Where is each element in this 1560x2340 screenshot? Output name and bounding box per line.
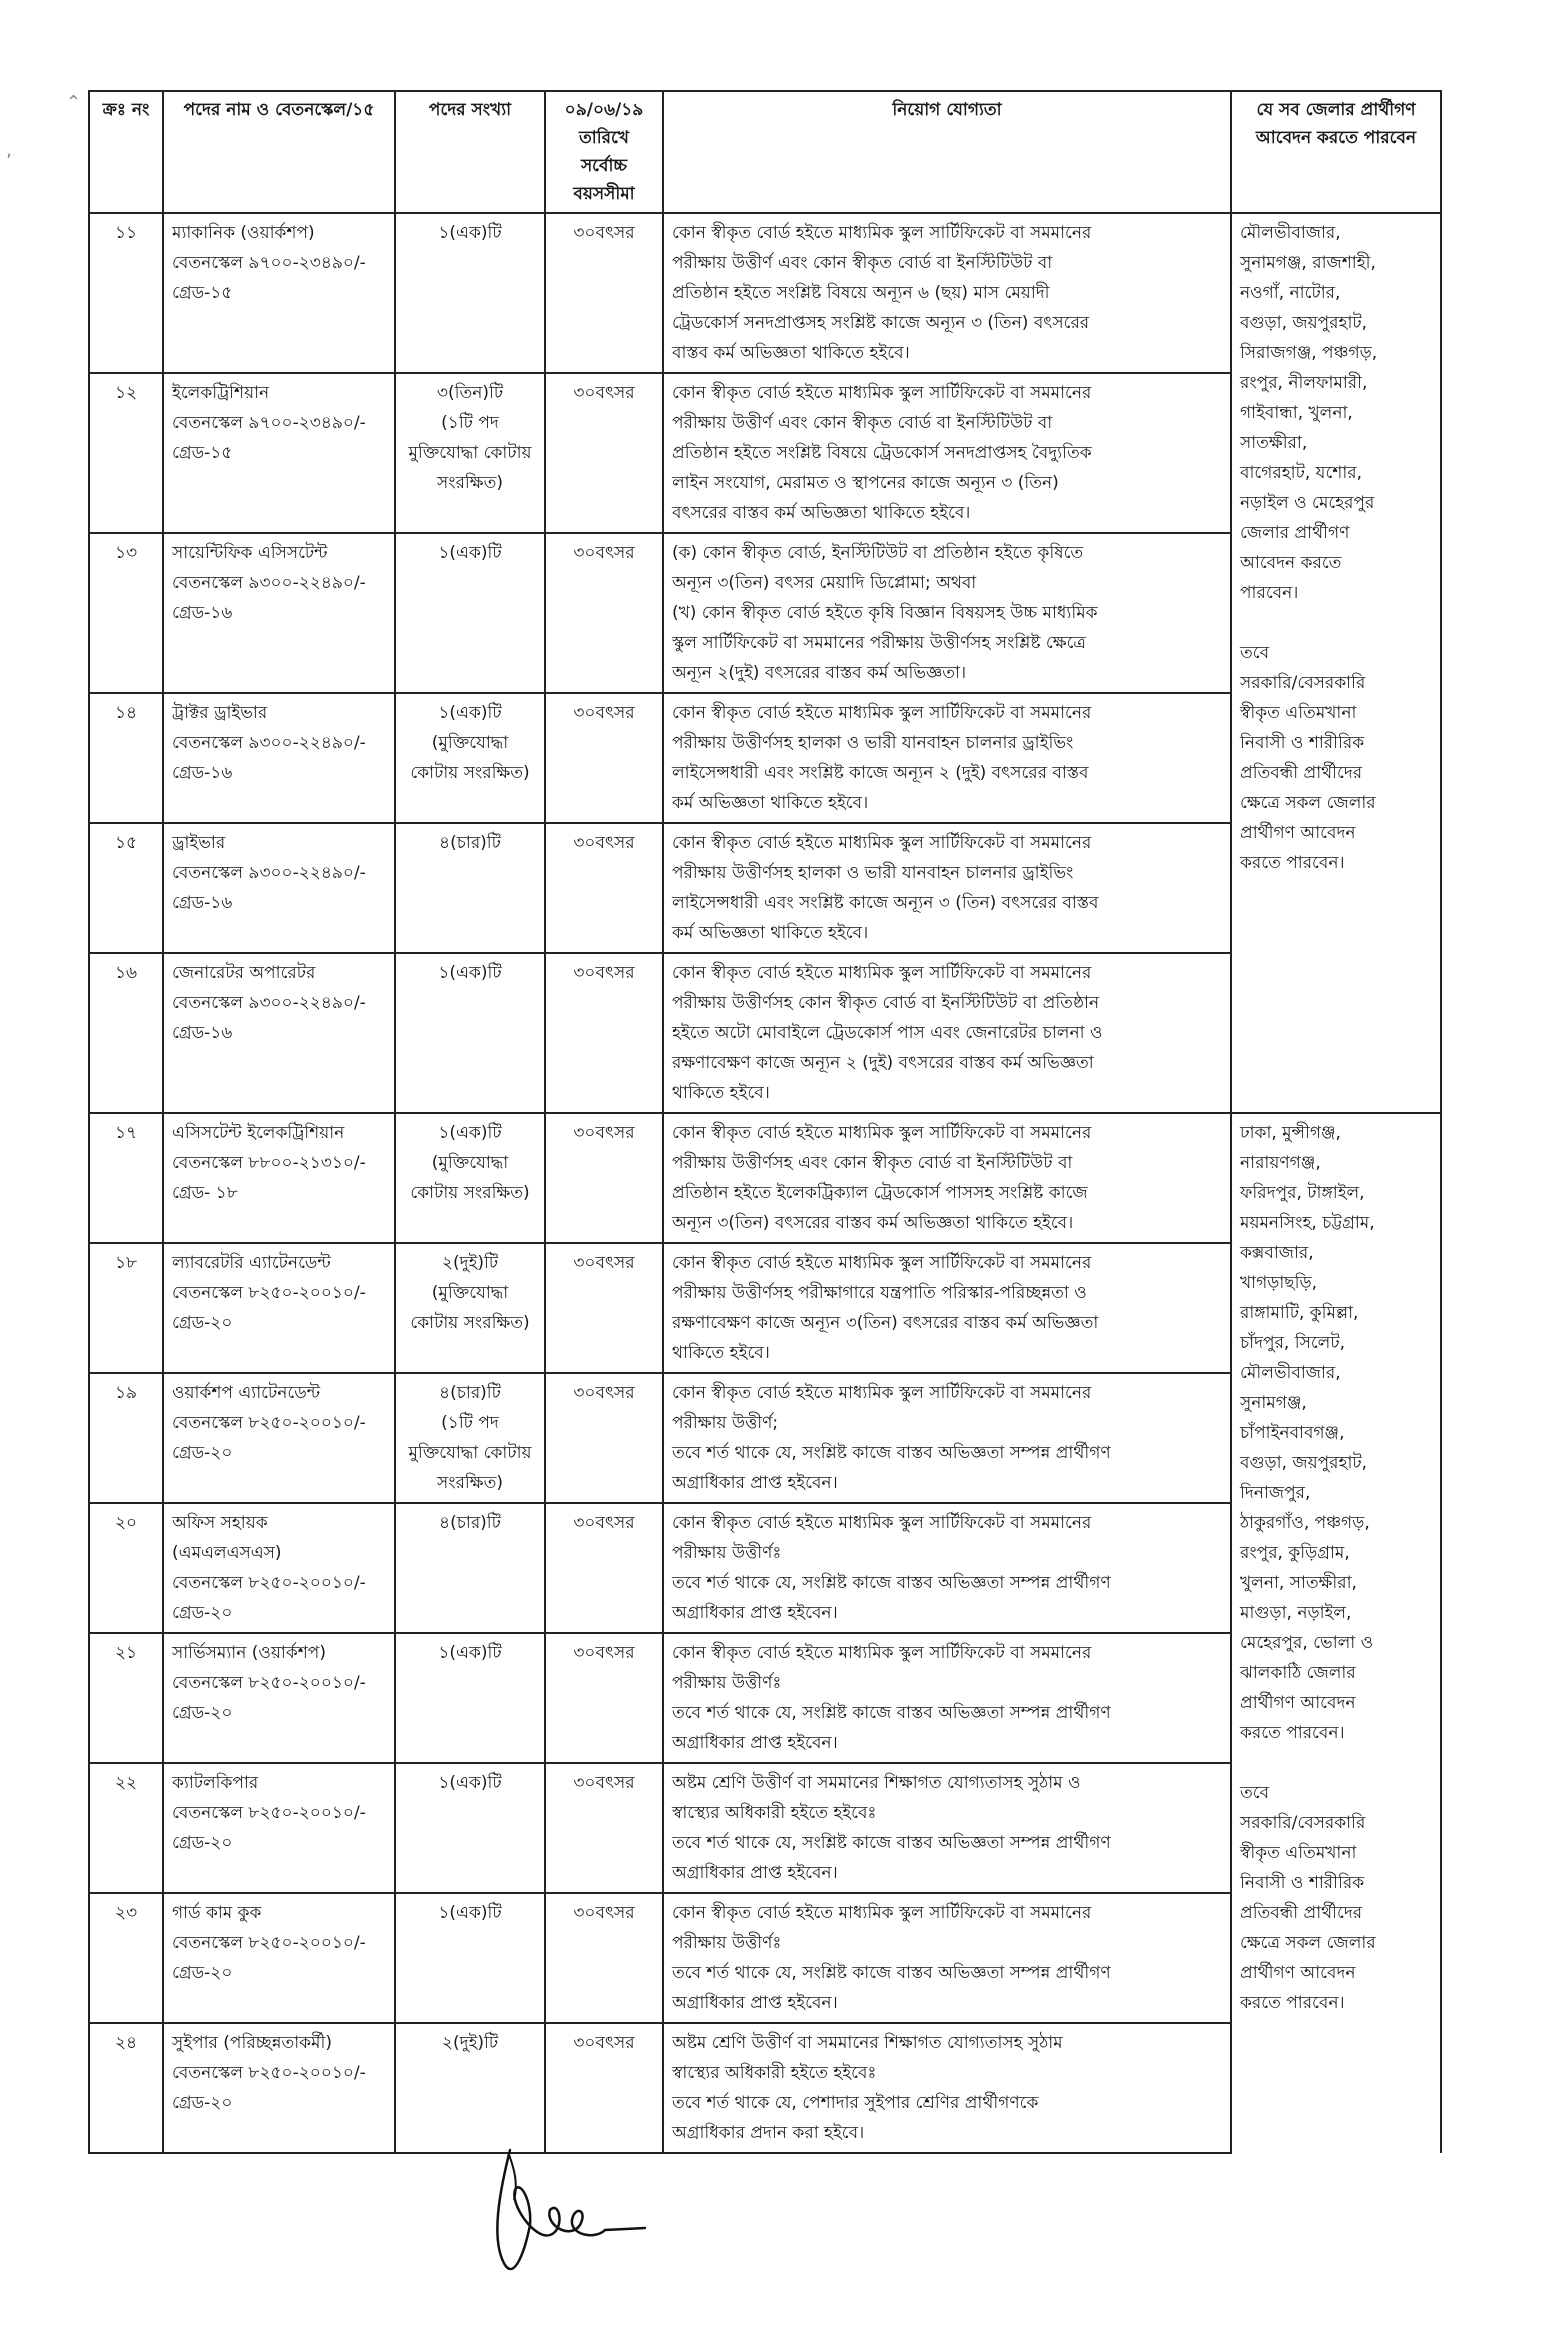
post-line: সার্ভিসম্যান (ওয়ার্কশপ) (172, 1643, 326, 1663)
district-line: ক্ষেত্রে সকল জেলার (1240, 793, 1376, 813)
district-line: ফরিদপুর, টাঙ্গাইল, (1240, 1183, 1365, 1203)
post-line: গ্রেড-১৫ (172, 283, 233, 303)
post-line: গ্রেড-২০ (172, 1833, 233, 1853)
serial-number-cell: ২৪ (89, 2023, 163, 2153)
qualification-line: কোন স্বীকৃত বোর্ড হইতে মাধ্যমিক স্কুল সার্টিফিকেট বা সমমানের (672, 1903, 1092, 1923)
post-line: সুইপার (পরিচ্ছন্নতাকর্মী) (172, 2033, 332, 2053)
qualification-line: কোন স্বীকৃত বোর্ড হইতে মাধ্যমিক স্কুল সার্টিফিকেট বা সমমানের (672, 1253, 1092, 1273)
qualification-line: লাইসেন্সধারী এবং সংশ্লিষ্ট কাজে অন্যূন ২ (দুই) বৎসরের বাস্তব (672, 763, 1089, 783)
qualification-line: স্বাস্থ্যের অধিকারী হইতে হইবেঃ (672, 2063, 877, 2083)
post-line: বেতনস্কেল ৮২৫০-২০০১০/- (172, 1673, 366, 1693)
post-line: বেতনস্কেল ৯৭০০-২৩৪৯০/- (172, 413, 366, 433)
post-name-cell (163, 953, 395, 1113)
post-count-line: (১টি পদ (441, 413, 499, 433)
qualification-line: তবে শর্ত থাকে যে, সংশ্লিষ্ট কাজে বাস্তব অভিজ্ঞতা সম্পন্ন প্রার্থীগণ (672, 1833, 1111, 1853)
qualification-line: বাস্তব কর্ম অভিজ্ঞতা থাকিতে হইবে। (672, 343, 910, 363)
header-row (89, 91, 1441, 213)
table-body (89, 213, 1441, 2153)
post-count-line: মুক্তিযোদ্ধা কোটায় (408, 1443, 532, 1463)
qualification-line: কোন স্বীকৃত বোর্ড হইতে মাধ্যমিক স্কুল সার্টিফিকেট বা সমমানের (672, 1383, 1092, 1403)
post-count-line: কোটায় সংরক্ষিত) (410, 1313, 530, 1333)
district-line: বগুড়া, জয়পুরহাট, (1240, 313, 1368, 333)
district-line: ঠাকুরগাঁও, পঞ্চগড়, (1240, 1513, 1370, 1533)
qualification-line: তবে শর্ত থাকে যে, পেশাদার সুইপার শ্রেণির প্রার্থীগণকে (672, 2093, 1039, 2113)
post-count-line: সংরক্ষিত) (437, 473, 503, 493)
qualification-cell (663, 693, 1231, 823)
post-count-cell (395, 1243, 545, 1373)
qualification-line: কোন স্বীকৃত বোর্ড হইতে মাধ্যমিক স্কুল সার্টিফিকেট বা সমমানের (672, 703, 1092, 723)
recruitment-table (88, 90, 1442, 2154)
post-line: বেতনস্কেল ৮২৫০-২০০১০/- (172, 2063, 366, 2083)
post-name-cell (163, 373, 395, 533)
post-line: গ্রেড-১৫ (172, 443, 233, 463)
qualification-cell (663, 1633, 1231, 1763)
post-count-line: ২(দুই)টি (441, 2033, 499, 2053)
post-line: ড্রাইভার (172, 833, 226, 853)
qualification-line: অগ্রাধিকার প্রাপ্ত হইবেন। (672, 1863, 838, 1883)
post-name-cell (163, 1113, 395, 1243)
qualification-line: অগ্রাধিকার প্রাপ্ত হইবেন। (672, 1603, 838, 1623)
qualification-cell (663, 213, 1231, 373)
qualification-line: কোন স্বীকৃত বোর্ড হইতে মাধ্যমিক স্কুল সার্টিফিকেট বা সমমানের (672, 1123, 1092, 1143)
district-line: প্রার্থীগণ আবেদন (1240, 823, 1356, 843)
qualification-line: অন্যূন ৩(তিন) বৎসরের বাস্তব কর্ম অভিজ্ঞতা থাকিতে হইবে। (672, 1213, 1074, 1233)
qualification-cell (663, 1373, 1231, 1503)
post-line: গ্রেড-২০ (172, 1443, 233, 1463)
post-name-cell (163, 1243, 395, 1373)
post-line: বেতনস্কেল ৮২৫০-২০০১০/- (172, 1933, 366, 1953)
post-line: ম্যাকানিক (ওয়ার্কশপ) (172, 223, 315, 243)
district-line: আবেদন করতে (1240, 553, 1342, 573)
qualification-line: পরীক্ষায় উত্তীর্ণসহ এবং কোন স্বীকৃত বোর্ড বা ইনস্টিটিউট বা (672, 1153, 1073, 1173)
table-row (89, 213, 1441, 373)
post-line: বেতনস্কেল ৮২৫০-২০০১০/- (172, 1413, 366, 1433)
qualification-cell (663, 1893, 1231, 2023)
age-limit-cell: ৩০বৎসর (545, 823, 663, 953)
qualification-line: কর্ম অভিজ্ঞতা থাকিতে হইবে। (672, 793, 869, 813)
district-line: প্রার্থীগণ আবেদন (1240, 1963, 1356, 1983)
district-line: মেহেরপুর, ভোলা ও (1240, 1633, 1374, 1653)
eligible-districts-cell (1231, 1113, 1441, 2153)
post-line: গ্রেড-১৬ (172, 893, 233, 913)
post-count-line: কোটায় সংরক্ষিত) (410, 763, 530, 783)
qualification-line: অষ্টম শ্রেণি উত্তীর্ণ বা সমমানের শিক্ষাগত যোগ্যতাসহ সুঠাম (672, 2033, 1063, 2053)
post-count-line: ১(এক)টি (438, 1643, 502, 1663)
qualification-line: অগ্রাধিকার প্রাপ্ত হইবেন। (672, 1473, 838, 1493)
district-line: দিনাজপুর, (1240, 1483, 1311, 1503)
post-line: জেনারেটর অপারেটর (172, 963, 316, 983)
post-line: গ্রেড-১৬ (172, 763, 233, 783)
qualification-cell (663, 373, 1231, 533)
post-count-cell (395, 693, 545, 823)
age-limit-cell: ৩০বৎসর (545, 213, 663, 373)
qualification-line: লাইসেন্সধারী এবং সংশ্লিষ্ট কাজে অন্যূন ৩ (তিন) বৎসরের বাস্তব (672, 893, 1099, 913)
post-line: গ্রেড-২০ (172, 1603, 233, 1623)
serial-number-cell: ১১ (89, 213, 163, 373)
qualification-line: কোন স্বীকৃত বোর্ড হইতে মাধ্যমিক স্কুল সার্টিফিকেট বা সমমানের (672, 223, 1092, 243)
qualification-line: অন্যূন ৩(তিন) বৎসর মেয়াদি ডিপ্লোমা; অথবা (672, 573, 977, 593)
district-line (1240, 608, 1432, 638)
post-count-cell (395, 373, 545, 533)
post-line: গ্রেড-২০ (172, 1703, 233, 1723)
district-line: প্রতিবন্ধী প্রার্থীদের (1240, 763, 1363, 783)
age-limit-cell: ৩০বৎসর (545, 373, 663, 533)
qualification-line: ট্রেডকোর্স সনদপ্রাপ্তসহ সংশ্লিষ্ট কাজে অন্যূন ৩ (তিন) বৎসরের (672, 313, 1090, 333)
qualification-cell (663, 1503, 1231, 1633)
post-count-cell (395, 1113, 545, 1243)
post-line: গ্রেড-১৬ (172, 1023, 233, 1043)
post-count-line: ১(এক)টি (438, 1123, 502, 1143)
post-name-cell (163, 533, 395, 693)
district-line: মৌলভীবাজার, (1240, 223, 1341, 243)
post-line: গ্রেড-২০ (172, 2093, 233, 2113)
serial-number-cell: ২০ (89, 1503, 163, 1633)
post-count-line: ৪(চার)টি (439, 833, 501, 853)
qualification-line: পরীক্ষায় উত্তীর্ণসহ কোন স্বীকৃত বোর্ড বা ইনস্টিটিউট বা প্রতিষ্ঠান (672, 993, 1100, 1013)
post-count-line: ৩(তিন)টি (436, 383, 504, 403)
header-post-name: পদের নাম ও বেতনস্কেল/১৫ (163, 91, 395, 213)
post-count-line: ৪(চার)টি (439, 1513, 501, 1533)
eligible-districts-cell (1231, 213, 1441, 1113)
post-count-cell (395, 533, 545, 693)
district-line: স্বীকৃত এতিমখানা (1240, 1843, 1357, 1863)
qualification-cell (663, 823, 1231, 953)
district-line: তবে (1240, 643, 1270, 663)
qualification-line: অগ্রাধিকার প্রদান করা হইবে। (672, 2123, 865, 2143)
qualification-line: তবে শর্ত থাকে যে, সংশ্লিষ্ট কাজে বাস্তব অভিজ্ঞতা সম্পন্ন প্রার্থীগণ (672, 1443, 1111, 1463)
post-line: বেতনস্কেল ৮৮০০-২১৩১০/- (172, 1153, 366, 1173)
post-count-line: ২(দুই)টি (441, 1253, 499, 1273)
post-count-cell (395, 1503, 545, 1633)
district-line: সিরাজগঞ্জ, পঞ্চগড়, (1240, 343, 1378, 363)
qualification-line: রক্ষণাবেক্ষণ কাজে অন্যূন ২ (দুই) বৎসরের বাস্তব কর্ম অভিজ্ঞতা (672, 1053, 1094, 1073)
district-line: পারবেন। (1240, 583, 1299, 603)
qualification-line: কোন স্বীকৃত বোর্ড হইতে মাধ্যমিক স্কুল সার্টিফিকেট বা সমমানের (672, 383, 1092, 403)
district-line: মৌলভীবাজার, (1240, 1363, 1341, 1383)
post-line: এসিসটেন্ট ইলেকট্রিশিয়ান (172, 1123, 345, 1143)
qualification-line: পরীক্ষায় উত্তীর্ণঃ (672, 1543, 782, 1563)
post-count-line: ১(এক)টি (438, 963, 502, 983)
qualification-cell (663, 1243, 1231, 1373)
qualification-line: (ক) কোন স্বীকৃত বোর্ড, ইনস্টিটিউট বা প্রতিষ্ঠান হইতে কৃষিতে (672, 543, 1084, 563)
post-count-line: (মুক্তিযোদ্ধা (431, 1283, 509, 1303)
serial-number-cell: ২৩ (89, 1893, 163, 2023)
district-line: ময়মনসিংহ, চট্টগ্রাম, (1240, 1213, 1375, 1233)
post-line: বেতনস্কেল ৯৩০০-২২৪৯০/- (172, 733, 366, 753)
post-name-cell (163, 1763, 395, 1893)
qualification-line: স্কুল সার্টিফিকেট বা সমমানের পরীক্ষায় উত্তীর্ণসহ সংশ্লিষ্ট ক্ষেত্রে (672, 633, 1086, 653)
post-name-cell (163, 1633, 395, 1763)
district-line: ক্ষেত্রে সকল জেলার (1240, 1933, 1376, 1953)
age-limit-cell: ৩০বৎসর (545, 533, 663, 693)
serial-number-cell: ১৫ (89, 823, 163, 953)
qualification-line: অষ্টম শ্রেণি উত্তীর্ণ বা সমমানের শিক্ষাগত যোগ্যতাসহ সুঠাম ও (672, 1773, 1081, 1793)
scan-mark: ‚ (6, 140, 12, 161)
district-line: রাঙ্গামাটি, কুমিল্লা, (1240, 1303, 1359, 1323)
post-count-line: ১(এক)টি (438, 1903, 502, 1923)
qualification-line: থাকিতে হইবে। (672, 1083, 770, 1103)
qualification-line: বৎসরের বাস্তব কর্ম অভিজ্ঞতা থাকিতে হইবে। (672, 503, 971, 523)
qualification-line: পরীক্ষায় উত্তীর্ণসহ হালকা ও ভারী যানবাহন চালনার ড্রাইভিং (672, 733, 1074, 753)
qualification-line: তবে শর্ত থাকে যে, সংশ্লিষ্ট কাজে বাস্তব অভিজ্ঞতা সম্পন্ন প্রার্থীগণ (672, 1963, 1111, 1983)
age-limit-cell: ৩০বৎসর (545, 1633, 663, 1763)
post-line: গার্ড কাম কুক (172, 1903, 262, 1923)
post-line: বেতনস্কেল ৯৩০০-২২৪৯০/- (172, 993, 366, 1013)
post-line: ওয়ার্কশপ এ্যাটেনডেন্ট (172, 1383, 321, 1403)
district-line: খুলনা, সাতক্ষীরা, (1240, 1573, 1357, 1593)
post-count-line: ১(এক)টি (438, 1773, 502, 1793)
district-line: করতে পারবেন। (1240, 1993, 1345, 2013)
post-line: বেতনস্কেল ৮২৫০-২০০১০/- (172, 1283, 366, 1303)
district-line: করতে পারবেন। (1240, 853, 1345, 873)
qualification-line: তবে শর্ত থাকে যে, সংশ্লিষ্ট কাজে বাস্তব অভিজ্ঞতা সম্পন্ন প্রার্থীগণ (672, 1703, 1111, 1723)
post-count-line: (১টি পদ (441, 1413, 499, 1433)
serial-number-cell: ১৭ (89, 1113, 163, 1243)
post-line: অফিস সহায়ক (172, 1513, 268, 1533)
qualification-line: কোন স্বীকৃত বোর্ড হইতে মাধ্যমিক স্কুল সার্টিফিকেট বা সমমানের (672, 833, 1092, 853)
qualification-line: অগ্রাধিকার প্রাপ্ত হইবেন। (672, 1733, 838, 1753)
post-count-cell (395, 213, 545, 373)
post-count-cell (395, 1373, 545, 1503)
post-name-cell (163, 1503, 395, 1633)
header-age-limit: ০৯/০৬/১৯ তারিখে সর্বোচ্চ বয়সসীমা (545, 91, 663, 213)
qualification-line: (খ) কোন স্বীকৃত বোর্ড হইতে কৃষি বিজ্ঞান বিষয়সহ উচ্চ মাধ্যমিক (672, 603, 1098, 623)
qualification-line: পরীক্ষায় উত্তীর্ণসহ পরীক্ষাগারে যন্ত্রপাতি পরিস্কার-পরিচ্ছন্নতা ও (672, 1283, 1087, 1303)
post-count-line: ৪(চার)টি (439, 1383, 501, 1403)
district-line: চাঁদপুর, সিলেট, (1240, 1333, 1345, 1353)
district-line: গাইবান্ধা, খুলনা, (1240, 403, 1353, 423)
age-limit-cell: ৩০বৎসর (545, 953, 663, 1113)
qualification-line: অগ্রাধিকার প্রাপ্ত হইবেন। (672, 1993, 838, 2013)
post-line: গ্রেড-২০ (172, 1313, 233, 1333)
post-line: গ্রেড-২০ (172, 1963, 233, 1983)
qualification-line: অন্যূন ২(দুই) বৎসরের বাস্তব কর্ম অভিজ্ঞতা। (672, 663, 967, 683)
post-line: বেতনস্কেল ৮২৫০-২০০১০/- (172, 1573, 366, 1593)
post-count-line: মুক্তিযোদ্ধা কোটায় (408, 443, 532, 463)
qualification-line: পরীক্ষায় উত্তীর্ণসহ হালকা ও ভারী যানবাহন চালনার ড্রাইভিং (672, 863, 1074, 883)
post-line: (এমএলএসএস) (172, 1543, 282, 1563)
qualification-line: কোন স্বীকৃত বোর্ড হইতে মাধ্যমিক স্কুল সার্টিফিকেট বা সমমানের (672, 963, 1092, 983)
post-count-line: সংরক্ষিত) (437, 1473, 503, 1493)
post-name-cell (163, 693, 395, 823)
qualification-cell (663, 953, 1231, 1113)
header-qualification: নিয়োগ যোগ্যতা (663, 91, 1231, 213)
qualification-line: কোন স্বীকৃত বোর্ড হইতে মাধ্যমিক স্কুল সার্টিফিকেট বা সমমানের (672, 1643, 1092, 1663)
serial-number-cell: ১২ (89, 373, 163, 533)
district-line: সরকারি/বেসরকারি (1240, 1813, 1366, 1833)
qualification-line: পরীক্ষায় উত্তীর্ণঃ (672, 1933, 782, 1953)
post-name-cell (163, 213, 395, 373)
district-line: নড়াইল ও মেহেরপুর (1240, 493, 1375, 513)
post-line: ক্যাটলকিপার (172, 1773, 259, 1793)
post-line: ট্রাক্টর ড্রাইভার (172, 703, 268, 723)
district-line: সুনামগঞ্জ, রাজশাহী, (1240, 253, 1376, 273)
post-line: গ্রেড-১৬ (172, 603, 233, 623)
post-line: বেতনস্কেল ৯৩০০-২২৪৯০/- (172, 573, 366, 593)
district-line: ঝালকাঠি জেলার (1240, 1663, 1356, 1683)
post-line: বেতনস্কেল ৯৩০০-২২৪৯০/- (172, 863, 366, 883)
qualification-line: রক্ষণাবেক্ষণ কাজে অন্যূন ৩(তিন) বৎসরের বাস্তব কর্ম অভিজ্ঞতা (672, 1313, 1099, 1333)
post-name-cell (163, 1373, 395, 1503)
qualification-line: লাইন সংযোগ, মেরামত ও স্থাপনের কাজে অন্যূন ৩ (তিন) (672, 473, 1059, 493)
post-count-cell (395, 953, 545, 1113)
scan-mark: ⌃ (66, 92, 82, 113)
qualification-line: তবে শর্ত থাকে যে, সংশ্লিষ্ট কাজে বাস্তব অভিজ্ঞতা সম্পন্ন প্রার্থীগণ (672, 1573, 1111, 1593)
post-count-line: কোটায় সংরক্ষিত) (410, 1183, 530, 1203)
qualification-line: পরীক্ষায় উত্তীর্ণঃ (672, 1673, 782, 1693)
serial-number-cell: ২১ (89, 1633, 163, 1763)
signature (470, 2130, 670, 2280)
qualification-line: পরীক্ষায় উত্তীর্ণ; (672, 1413, 779, 1433)
district-line: প্রার্থীগণ আবেদন (1240, 1693, 1356, 1713)
district-line: করতে পারবেন। (1240, 1723, 1345, 1743)
age-limit-cell: ৩০বৎসর (545, 1243, 663, 1373)
district-line: মাগুড়া, নড়াইল, (1240, 1603, 1352, 1623)
post-line: বেতনস্কেল ৮২৫০-২০০১০/- (172, 1803, 366, 1823)
post-count-cell (395, 1633, 545, 1763)
district-line: তবে (1240, 1783, 1270, 1803)
district-line: নিবাসী ও শারীরিক (1240, 733, 1365, 753)
district-line: রংপুর, নীলফামারী, (1240, 373, 1368, 393)
district-line: নারায়ণগঞ্জ, (1240, 1153, 1321, 1173)
header-eligible-districts: যে সব জেলার প্রার্থীগণ আবেদন করতে পারবেন (1231, 91, 1441, 213)
serial-number-cell: ১৩ (89, 533, 163, 693)
district-line: কক্সবাজার, (1240, 1243, 1314, 1263)
post-name-cell (163, 823, 395, 953)
age-limit-cell: ৩০বৎসর (545, 1763, 663, 1893)
header-serial: ক্রঃ নং (89, 91, 163, 213)
serial-number-cell: ১৮ (89, 1243, 163, 1373)
district-line: সরকারি/বেসরকারি (1240, 673, 1366, 693)
post-count-line: ১(এক)টি (438, 223, 502, 243)
age-limit-cell: ৩০বৎসর (545, 1503, 663, 1633)
district-line: নওগাঁ, নাটোর, (1240, 283, 1341, 303)
qualification-cell (663, 1763, 1231, 1893)
serial-number-cell: ১৯ (89, 1373, 163, 1503)
age-limit-cell: ৩০বৎসর (545, 1893, 663, 2023)
post-name-cell (163, 2023, 395, 2153)
qualification-line: প্রতিষ্ঠান হইতে সংশ্লিষ্ট বিষয়ে অন্যূন ৬ (ছয়) মাস মেয়াদী (672, 283, 1050, 303)
district-line: জেলার প্রার্থীগণ (1240, 523, 1350, 543)
post-line: ইলেকট্রিশিয়ান (172, 383, 270, 403)
post-count-cell (395, 1763, 545, 1893)
qualification-cell (663, 533, 1231, 693)
district-line: চাঁপাইনবাবগঞ্জ, (1240, 1423, 1345, 1443)
qualification-line: থাকিতে হইবে। (672, 1343, 770, 1363)
post-name-cell (163, 1893, 395, 2023)
post-count-cell (395, 1893, 545, 2023)
district-line: নিবাসী ও শারীরিক (1240, 1873, 1365, 1893)
district-line (1240, 1748, 1432, 1778)
header-post-count: পদের সংখ্যা (395, 91, 545, 213)
qualification-line: হইতে অটো মোবাইলে ট্রেডকোর্স পাস এবং জেনারেটর চালনা ও (672, 1023, 1103, 1043)
table-row (89, 1113, 1441, 1243)
qualification-line: কোন স্বীকৃত বোর্ড হইতে মাধ্যমিক স্কুল সার্টিফিকেট বা সমমানের (672, 1513, 1092, 1533)
qualification-line: কর্ম অভিজ্ঞতা থাকিতে হইবে। (672, 923, 869, 943)
post-line: ল্যাবরেটরি এ্যাটেনডেন্ট (172, 1253, 331, 1273)
post-count-line: ১(এক)টি (438, 703, 502, 723)
qualification-line: স্বাস্থ্যের অধিকারী হইতে হইবেঃ (672, 1803, 877, 1823)
district-line: রংপুর, কুড়িগ্রাম, (1240, 1543, 1350, 1563)
age-limit-cell: ৩০বৎসর (545, 693, 663, 823)
district-line: প্রতিবন্ধী প্রার্থীদের (1240, 1903, 1363, 1923)
serial-number-cell: ১৪ (89, 693, 163, 823)
post-count-line: (মুক্তিযোদ্ধা (431, 1153, 509, 1173)
district-line: বগুড়া, জয়পুরহাট, (1240, 1453, 1368, 1473)
age-limit-cell: ৩০বৎসর (545, 2023, 663, 2153)
post-count-line: ১(এক)টি (438, 543, 502, 563)
district-line: বাগেরহাট, যশোর, (1240, 463, 1363, 483)
qualification-line: পরীক্ষায় উত্তীর্ণ এবং কোন স্বীকৃত বোর্ড বা ইনস্টিটিউট বা (672, 253, 1053, 273)
qualification-line: প্রতিষ্ঠান হইতে সংশ্লিষ্ট বিষয়ে ট্রেডকোর্স সনদপ্রাপ্তসহ বৈদ্যুতিক (672, 443, 1092, 463)
district-line: সুনামগঞ্জ, (1240, 1393, 1307, 1413)
district-line: স্বীকৃত এতিমখানা (1240, 703, 1357, 723)
serial-number-cell: ২২ (89, 1763, 163, 1893)
qualification-line: প্রতিষ্ঠান হইতে ইলেকট্রিক্যাল ট্রেডকোর্স পাসসহ সংশ্লিষ্ট কাজে (672, 1183, 1088, 1203)
qualification-cell (663, 2023, 1231, 2153)
post-line: বেতনস্কেল ৯৭০০-২৩৪৯০/- (172, 253, 366, 273)
post-count-cell (395, 823, 545, 953)
district-line: ঢাকা, মুন্সীগঞ্জ, (1240, 1123, 1341, 1143)
age-limit-cell: ৩০বৎসর (545, 1373, 663, 1503)
qualification-cell (663, 1113, 1231, 1243)
age-limit-cell: ৩০বৎসর (545, 1113, 663, 1243)
post-line: সায়েন্টিফিক এসিসটেন্ট (172, 543, 328, 563)
serial-number-cell: ১৬ (89, 953, 163, 1113)
post-count-line: (মুক্তিযোদ্ধা (431, 733, 509, 753)
qualification-line: পরীক্ষায় উত্তীর্ণ এবং কোন স্বীকৃত বোর্ড বা ইনস্টিটিউট বা (672, 413, 1053, 433)
district-line: খাগড়াছড়ি, (1240, 1273, 1318, 1293)
district-line: সাতক্ষীরা, (1240, 433, 1308, 453)
post-line: গ্রেড- ১৮ (172, 1183, 238, 1203)
